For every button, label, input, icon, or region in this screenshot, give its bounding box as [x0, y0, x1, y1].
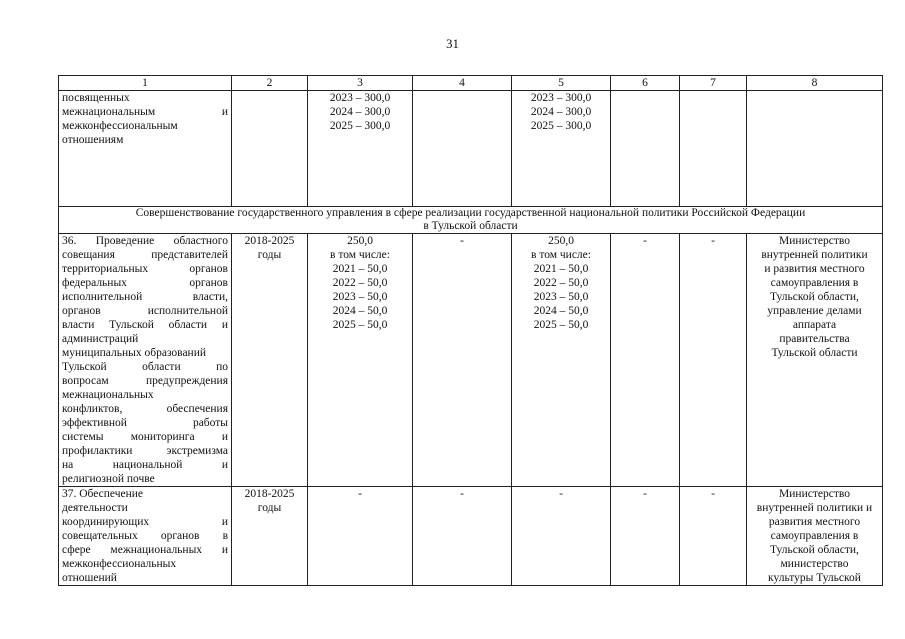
period-cell [232, 91, 308, 207]
program-table [58, 75, 883, 586]
description-line: конфликтов, обеспечения [62, 403, 228, 415]
event-description-cell [59, 234, 232, 487]
description-line: вопросам предупреждения [62, 375, 228, 387]
cell-line: внутренней политики [761, 249, 868, 261]
description-line: системы мониторинга и [62, 431, 228, 443]
column-header: 2 [232, 76, 308, 91]
column-header: 5 [512, 76, 611, 91]
funding-other-cell: - [680, 487, 747, 586]
cell-line: самоуправления в [770, 277, 859, 289]
funding-federal-cell: - [413, 487, 512, 586]
cell-line: 2025 – 300,0 [530, 120, 592, 132]
cell-line: 2022 – 50,0 [332, 277, 388, 289]
cell-line: годы [257, 249, 282, 261]
column-header: 7 [680, 76, 747, 91]
funding-total-cell: - [308, 487, 413, 586]
column-header: 4 [413, 76, 512, 91]
funding-municipal-cell [611, 91, 680, 207]
funding-total-cell [308, 234, 413, 487]
cell-line: 2021 – 50,0 [533, 263, 589, 275]
description-line: межнациональных [62, 389, 154, 401]
cell-line: 250,0 [347, 235, 373, 247]
cell-line: министерство [780, 558, 849, 570]
description-line: профилактики экстремизма [62, 445, 228, 457]
executor-cell [747, 487, 883, 586]
cell-line: в том числе: [531, 249, 591, 261]
description-line: отношениям [62, 134, 124, 146]
table-row-continued [59, 91, 883, 207]
description-line: посвященных [62, 92, 130, 104]
description-line: координирующих и [62, 516, 228, 528]
description-line: муниципальных образований [62, 347, 207, 359]
funding-regional-cell: - [512, 487, 611, 586]
executor-cell [747, 91, 883, 207]
period-cell [232, 234, 308, 487]
cell-line: 2021 – 50,0 [332, 263, 388, 275]
cell-line: развития местного [768, 516, 861, 528]
cell-line: Тульской области, [770, 291, 859, 303]
description-line: исполнительной власти, [62, 291, 228, 303]
cell-line: Тульской области, [770, 544, 859, 556]
description-line: территориальных органов [62, 263, 228, 275]
cell-line: 250,0 [548, 235, 574, 247]
cell-line: 2025 – 50,0 [332, 319, 388, 331]
cell-line: внутренней политики и [756, 502, 873, 514]
cell-line: 2024 – 50,0 [533, 305, 589, 317]
event-description-cell [59, 91, 232, 207]
description-line: Тульской области по [62, 361, 228, 373]
funding-municipal-cell: - [611, 234, 680, 487]
cell-line: культуры Тульской [768, 572, 861, 584]
event-description-cell [59, 487, 232, 586]
table-row-36 [59, 234, 883, 487]
section-heading [59, 207, 883, 234]
cell-line: 2023 – 300,0 [329, 92, 391, 104]
funding-total-cell [308, 91, 413, 207]
description-line: сфере межнациональных и [62, 544, 228, 556]
description-line: на национальной и [62, 459, 228, 471]
description-line: межнациональным и [62, 106, 228, 118]
description-line: межконфессиональных [62, 558, 177, 570]
page-number: 31 [446, 36, 459, 51]
description-line: администраций [62, 333, 139, 345]
description-line: совещательных органов в [62, 530, 228, 542]
executor-cell [747, 234, 883, 487]
cell-line: 2018-2025 [244, 235, 295, 247]
cell-line: 2023 – 300,0 [530, 92, 592, 104]
column-number-row [59, 76, 883, 91]
funding-regional-cell [512, 91, 611, 207]
funding-municipal-cell: - [611, 487, 680, 586]
section-heading-line: Совершенствование государственного управления в сфере реализации государственной национальной политики Российской Федерации [135, 207, 806, 219]
cell-line: 2018-2025 [244, 488, 295, 500]
funding-federal-cell: - [413, 234, 512, 487]
cell-line: 2023 – 50,0 [332, 291, 388, 303]
cell-line: Министерство [779, 235, 850, 247]
description-line: отношений [62, 572, 117, 584]
cell-line: 2025 – 50,0 [533, 319, 589, 331]
description-line: религиозной почве [62, 473, 155, 485]
description-line: органов исполнительной [62, 305, 228, 317]
funding-regional-cell [512, 234, 611, 487]
cell-line: 2022 – 50,0 [533, 277, 589, 289]
period-cell [232, 487, 308, 586]
description-line: межконфессиональным [62, 120, 178, 132]
cell-line: годы [257, 502, 282, 514]
description-line: 36. Проведение областного [62, 235, 228, 247]
cell-line: Тульской области [771, 347, 858, 359]
section-heading-line: в Тульской области [423, 220, 518, 232]
funding-other-cell [680, 91, 747, 207]
cell-line: 2025 – 300,0 [329, 120, 391, 132]
description-line: совещания представителей [62, 249, 228, 261]
description-line: 37. Обеспечение [62, 488, 144, 500]
column-header: 8 [747, 76, 883, 91]
table-row-37 [59, 487, 883, 586]
column-header: 6 [611, 76, 680, 91]
section-heading-row [59, 207, 883, 234]
cell-line: в том числе: [330, 249, 390, 261]
cell-line: Министерство [779, 488, 850, 500]
column-header: 1 [59, 76, 232, 91]
cell-line: правительства [779, 333, 850, 345]
description-line: деятельности [62, 502, 128, 514]
description-line: власти Тульской области и [62, 319, 228, 331]
column-header: 3 [308, 76, 413, 91]
cell-line: управление делами [767, 305, 862, 317]
funding-federal-cell [413, 91, 512, 207]
cell-line: 2024 – 300,0 [329, 106, 391, 118]
cell-line: и развития местного [764, 263, 865, 275]
cell-line: 2023 – 50,0 [533, 291, 589, 303]
cell-line: самоуправления в [770, 530, 859, 542]
cell-line: 2024 – 300,0 [530, 106, 592, 118]
description-line: эффективной работы [62, 417, 228, 429]
cell-line: аппарата [792, 319, 837, 331]
cell-line: 2024 – 50,0 [332, 305, 388, 317]
funding-other-cell: - [680, 234, 747, 487]
description-line: федеральных органов [62, 277, 228, 289]
